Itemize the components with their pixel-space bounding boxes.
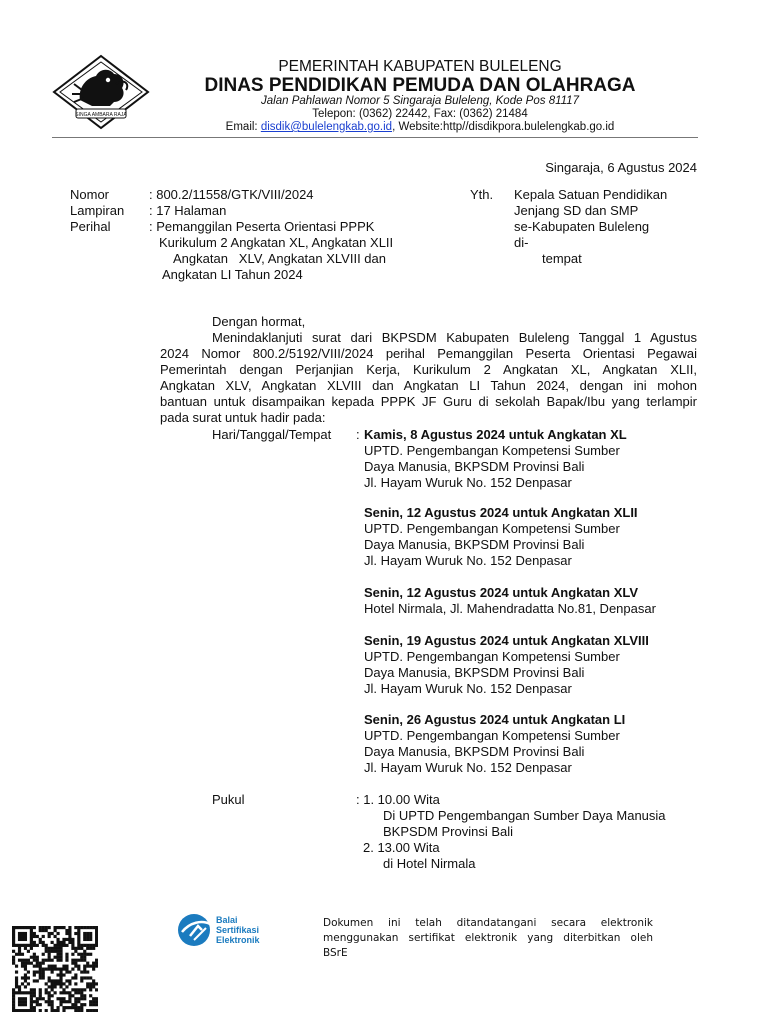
letter-date: Singaraja, 6 Agustus 2024 — [545, 160, 697, 175]
bsre-logo-text: Sertifikasi — [216, 925, 260, 935]
schedule-item-line: UPTD. Pengembangan Kompetensi Sumber — [364, 521, 620, 536]
schedule-item-title: Senin, 19 Agustus 2024 untuk Angkatan XLVIII — [364, 633, 649, 648]
recipient-line: Jenjang SD dan SMP — [514, 203, 639, 218]
schedule-label: Hari/Tanggal/Tempat — [212, 427, 332, 442]
schedule-item-title: Senin, 12 Agustus 2024 untuk Angkatan XLV — [364, 585, 639, 600]
schedule-item-line: Daya Manusia, BKPSDM Provinsi Bali — [364, 537, 585, 552]
lampiran-label: Lampiran — [70, 203, 125, 218]
schedule-item-line: Daya Manusia, BKPSDM Provinsi Bali — [364, 665, 585, 680]
schedule-item-title: Senin, 12 Agustus 2024 untuk Angkatan XLII — [364, 505, 638, 520]
agency-phone: Telepon: (0362) 22442, Fax: (0362) 21484 — [312, 108, 528, 120]
body-line: pada surat untuk hadir pada: — [160, 410, 326, 425]
email-label: Email: — [225, 121, 261, 133]
recipient-line: se-Kabupaten Buleleng — [514, 219, 650, 234]
schedule-item — [364, 633, 724, 697]
nomor-value: : 800.2/11558/GTK/VIII/2024 — [149, 187, 314, 202]
schedule-item-line: UPTD. Pengembangan Kompetensi Sumber — [364, 728, 620, 743]
schedule-item — [364, 712, 724, 776]
body-line: Menindaklanjuti surat dari BKPSDM Kabupaten Buleleng Tanggal 1 Agustus — [212, 330, 697, 345]
qr-code — [12, 926, 98, 1012]
recipient-yth: Yth. — [470, 187, 494, 202]
agency-name: DINAS PENDIDIKAN PEMUDA DAN OLAHRAGA — [204, 75, 636, 96]
perihal-line: Angkatan XLV, Angkatan XLVIII dan — [173, 251, 386, 266]
body-line: Angkatan XLV, Angkatan XLVIII dan Angkatan LI Tahun 2024, dengan ini mohon — [160, 378, 697, 393]
bsre-logo — [176, 912, 296, 948]
agency-address: Jalan Pahlawan Nomor 5 Singaraja Buleleng, Kode Pos 81117 — [261, 95, 579, 107]
schedule-item-line: Hotel Nirmala, Jl. Mahendradatta No.81, Denpasar — [364, 601, 656, 616]
schedule-item-line: UPTD. Pengembangan Kompetensi Sumber — [364, 649, 620, 664]
schedule-item-line: Jl. Hayam Wuruk No. 152 Denpasar — [364, 760, 572, 775]
greeting: Dengan hormat, — [212, 314, 306, 329]
electronic-signature-note — [323, 916, 653, 961]
schedule-item-line: Daya Manusia, BKPSDM Provinsi Bali — [364, 744, 585, 759]
bsre-logo-text: Balai — [216, 915, 238, 925]
recipient-line: tempat — [542, 251, 582, 266]
perihal-label: Perihal — [70, 219, 111, 234]
schedule-item — [364, 585, 724, 617]
schedule-item-line: Daya Manusia, BKPSDM Provinsi Bali — [364, 459, 585, 474]
nomor-label: Nomor — [70, 187, 110, 202]
note-line: menggunakan sertifikat elektronik yang diterbitkan oleh — [323, 932, 653, 944]
schedule-colon: : — [356, 427, 360, 442]
pukul-item-1-place: BKPSDM Provinsi Bali — [383, 824, 514, 839]
agency-contact — [170, 121, 670, 133]
pukul-item-1-place: Di UPTD Pengembangan Sumber Daya Manusia — [383, 808, 666, 823]
pukul-item-1: : 1. 10.00 Wita — [356, 792, 440, 807]
pukul-item-2: 2. 13.00 Wita — [363, 840, 440, 855]
schedule-item — [364, 505, 724, 569]
body-line: Pemerintah dengan Perjanjian Kerja, Kurikulum 2 Angkatan XL, Angkatan XLII, — [160, 362, 697, 377]
government-name: PEMERINTAH KABUPATEN BULELENG — [278, 58, 562, 75]
note-line: Dokumen ini telah ditandatangani secara elektronik — [323, 917, 653, 929]
perihal-line: Kurikulum 2 Angkatan XL, Angkatan XLII — [159, 235, 394, 250]
bsre-logo-text: Elektronik — [216, 935, 260, 945]
pukul-item-2-place: di Hotel Nirmala — [383, 856, 476, 871]
email-link[interactable]: disdik@bulelengkab.go.id — [260, 121, 393, 133]
perihal-line: Angkatan LI Tahun 2024 — [162, 267, 303, 282]
pukul-label: Pukul — [212, 792, 245, 807]
body-line: 2024 Nomor 800.2/5192/VIII/2024 perihal Pemanggilan Peserta Orientasi Pegawai — [160, 346, 697, 361]
note-line: BSrE — [323, 947, 348, 959]
schedule-item — [364, 427, 724, 491]
body-line: bantuan untuk disampaikan kepada PPPK JF Guru di sekolah Bapak/Ibu yang terlampir — [160, 394, 697, 409]
recipient-line: Kepala Satuan Pendidikan — [514, 187, 668, 202]
recipient-line: di- — [514, 235, 529, 250]
schedule-item-title: Senin, 26 Agustus 2024 untuk Angkatan LI — [364, 712, 626, 727]
qr-code-icon — [12, 926, 98, 1012]
schedule-item-line: UPTD. Pengembangan Kompetensi Sumber — [364, 443, 620, 458]
bsre-logo-icon — [176, 912, 296, 948]
header-divider — [52, 137, 698, 138]
lampiran-value: : 17 Halaman — [149, 203, 227, 218]
seal-motto: SINGA AMBARA RAJA — [75, 112, 127, 118]
schedule-item-line: Jl. Hayam Wuruk No. 152 Denpasar — [364, 553, 572, 568]
schedule-item-title: Kamis, 8 Agustus 2024 untuk Angkatan XL — [364, 427, 627, 442]
perihal-line: : Pemanggilan Peserta Orientasi PPPK — [149, 219, 375, 234]
seal-emblem-icon — [52, 54, 150, 130]
schedule-item-line: Jl. Hayam Wuruk No. 152 Denpasar — [364, 475, 572, 490]
regency-seal — [52, 54, 150, 130]
website-text: , Website:http//disdikpora.bulelengkab.go.id — [392, 121, 615, 133]
schedule-item-line: Jl. Hayam Wuruk No. 152 Denpasar — [364, 681, 572, 696]
